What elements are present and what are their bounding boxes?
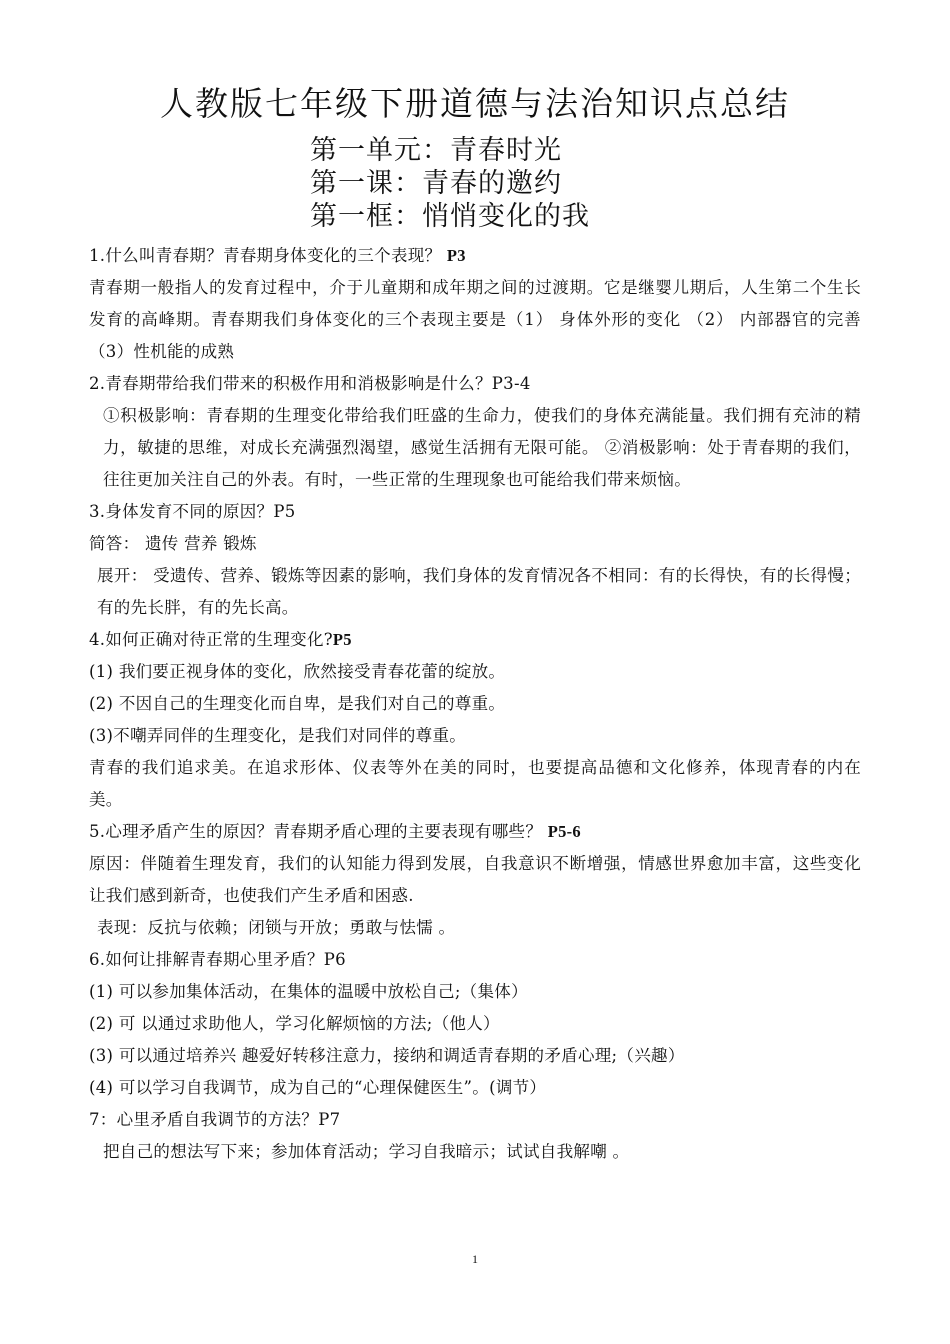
answer-4-note: 青春的我们追求美。在追求形体、仪表等外在美的同时，也要提高品德和文化修养，体现青春的内在美。 (89, 758, 861, 809)
answer-2: ①积极影响：青春期的生理变化带给我们旺盛的生命力，使我们的身体充满能量。我们拥有充沛的精力，敏捷的思维，对成长充满强烈渴望，感觉生活拥有无限可能。 ②消极影响：处于青春期的我们，往往更加关注自己的外表。有时，一些正常的生理现象也可能给我们带来烦恼。 (103, 406, 861, 489)
list-item: (2) 不因自己的生理变化而自卑，是我们对自己的尊重。 (89, 694, 506, 713)
page-reference: P5 (332, 630, 352, 649)
lesson-heading: 第一课：青春的邀约 (310, 168, 562, 199)
unit-heading: 第一单元：青春时光 (310, 135, 562, 166)
list-item: (3)不嘲弄同伴的生理变化，是我们对同伴的尊重。 (89, 726, 467, 745)
answer-5-show: 表现：反抗与依赖；闭锁与开放；勇敢与怯懦 。 (97, 918, 456, 937)
answer-7: 把自己的想法写下来；参加体育活动；学习自我暗示；试试自我解嘲 。 (103, 1142, 630, 1161)
list-item: (1) 可以参加集体活动，在集体的温暖中放松自己;（集体） (89, 982, 528, 1001)
list-item: (1) 我们要正视身体的变化，欣然接受青春花蕾的绽放。 (89, 662, 506, 681)
question-1 (89, 240, 861, 272)
question-5 (89, 816, 861, 848)
list-item: (3) 可以通过培养兴 趣爱好转移注意力，接纳和调适青春期的矛盾心理;（兴趣） (89, 1046, 685, 1065)
question-7: 7：心里矛盾自我调节的方法？P7 (89, 1110, 341, 1129)
question-3: 3.身体发育不同的原因？P5 (89, 502, 296, 521)
page-reference: P3 (446, 246, 466, 265)
answer-5-reason: 原因：伴随着生理发育，我们的认知能力得到发展，自我意识不断增强，情感世界愈加丰富，这些变化让我们感到新奇，也使我们产生矛盾和困惑. (89, 854, 861, 905)
page-reference: P5-6 (547, 822, 581, 841)
document-title: 人教版七年级下册道德与法治知识点总结 (160, 84, 790, 123)
question-4 (89, 624, 861, 656)
answer-1: 青春期一般指人的发育过程中，介于儿童期和成年期之间的过渡期。它是继婴儿期后，人生第二个生长发育的高峰期。青春期我们身体变化的三个表现主要是（1） 身体外形的变化 （2） 内部器官的完善 （3）性机能的成熟 (89, 278, 861, 361)
list-item: (4) 可以学习自我调节，成为自己的“心理保健医生”。(调节） (89, 1078, 547, 1097)
answer-3-expand: 展开： 受遗传、营养、锻炼等因素的影响，我们身体的发育情况各不相同：有的长得快，有的长得慢；有的先长胖，有的先长高。 (97, 566, 861, 617)
question-text: 5.心理矛盾产生的原因？青春期矛盾心理的主要表现有哪些？ (89, 822, 543, 841)
question-2: 2.青春期带给我们带来的积极作用和消极影响是什么？P3-4 (89, 374, 531, 393)
frame-heading: 第一框：悄悄变化的我 (310, 201, 590, 232)
question-text: 4.如何正确对待正常的生理变化? (89, 630, 333, 649)
document-body (89, 240, 861, 1168)
question-6: 6.如何让排解青春期心里矛盾？P6 (89, 950, 346, 969)
list-item: (2) 可 以通过求助他人，学习化解烦恼的方法;（他人） (89, 1014, 500, 1033)
answer-3-brief: 简答： 遗传 营养 锻炼 (89, 534, 257, 553)
page-number: 1 (472, 1252, 478, 1266)
question-text: 1.什么叫青春期？青春期身体变化的三个表现？ (89, 246, 442, 265)
